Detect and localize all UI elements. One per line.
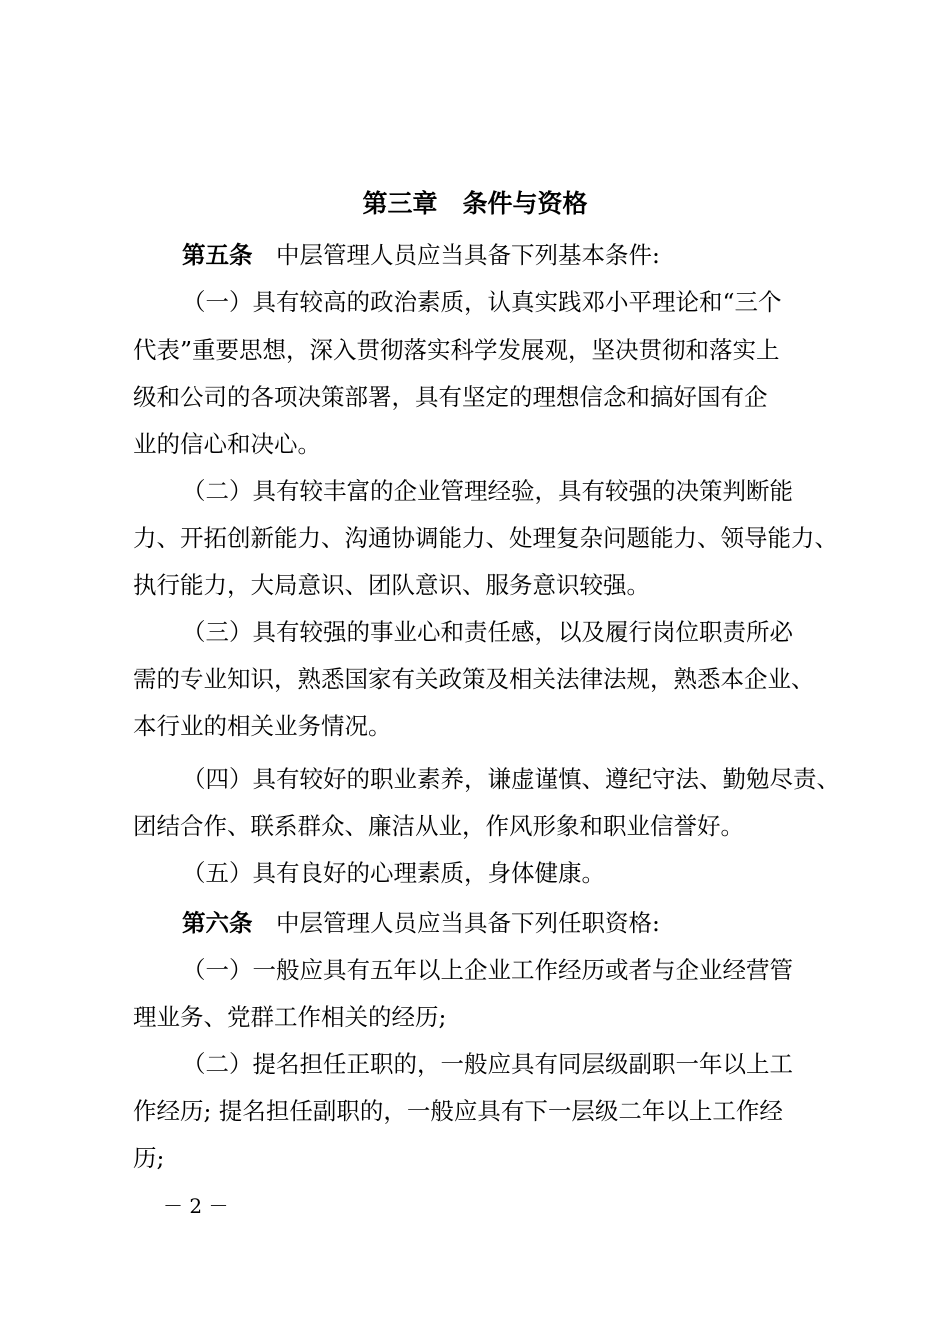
article-6-intro: 中层管理人员应当具备下列任职资格: bbox=[252, 909, 660, 937]
article-5-item-1-line-3: 级和公司的各项决策部署，具有坚定的理想信念和搞好国有企 bbox=[133, 383, 768, 411]
article-5-item-4-line-1: （四）具有较好的职业素养，谦虚谨慎、遵纪守法、勤勉尽责、 bbox=[182, 765, 840, 793]
article-5-item-3-line-3: 本行业的相关业务情况。 bbox=[133, 712, 392, 740]
article-5-item-4-line-2: 团结合作、联系群众、廉洁从业，作风形象和职业信誉好。 bbox=[133, 812, 744, 840]
article-6-label: 第六条 bbox=[182, 909, 253, 937]
article-5-heading-line bbox=[182, 237, 660, 273]
article-5-label: 第五条 bbox=[182, 241, 253, 269]
article-5-item-5-line-1: （五）具有良好的心理素质，身体健康。 bbox=[182, 859, 605, 887]
article-5-item-2-line-3: 执行能力，大局意识、团队意识、服务意识较强。 bbox=[133, 571, 650, 599]
article-6-item-2-line-2: 作经历; 提名担任副职的，一般应具有下一层级二年以上工作经 bbox=[133, 1097, 783, 1125]
article-6-item-2-line-3: 历; bbox=[133, 1144, 165, 1172]
article-6-item-1-line-1: （一）一般应具有五年以上企业工作经历或者与企业经营管 bbox=[182, 956, 793, 984]
page-number: － 2 － bbox=[163, 1194, 229, 1218]
chapter-title: 第三章 条件与资格 bbox=[362, 189, 588, 218]
article-5-item-1-line-4: 业的信心和决心。 bbox=[133, 430, 321, 458]
article-5-item-2-line-2: 力、开拓创新能力、沟通协调能力、处理复杂问题能力、领导能力、 bbox=[133, 524, 838, 552]
article-5-item-3-line-2: 需的专业知识，熟悉国家有关政策及相关法律法规，熟悉本企业、 bbox=[133, 665, 815, 693]
article-6-item-2-line-1: （二）提名担任正职的，一般应具有同层级副职一年以上工 bbox=[182, 1050, 793, 1078]
article-6-item-1-line-2: 理业务、党群工作相关的经历; bbox=[133, 1003, 447, 1031]
article-5-item-1-line-2: 代表”重要思想，深入贯彻落实科学发展观，坚决贯彻和落实上 bbox=[133, 336, 780, 364]
article-5-item-3-line-1: （三）具有较强的事业心和责任感，以及履行岗位职责所必 bbox=[182, 618, 793, 646]
article-5-intro: 中层管理人员应当具备下列基本条件: bbox=[252, 241, 660, 269]
article-5-item-1-line-1: （一）具有较高的政治素质，认真实践邓小平理论和“三个 bbox=[182, 288, 782, 316]
article-6-heading-line bbox=[182, 905, 660, 941]
article-5-item-2-line-1: （二）具有较丰富的企业管理经验，具有较强的决策判断能 bbox=[182, 477, 793, 505]
